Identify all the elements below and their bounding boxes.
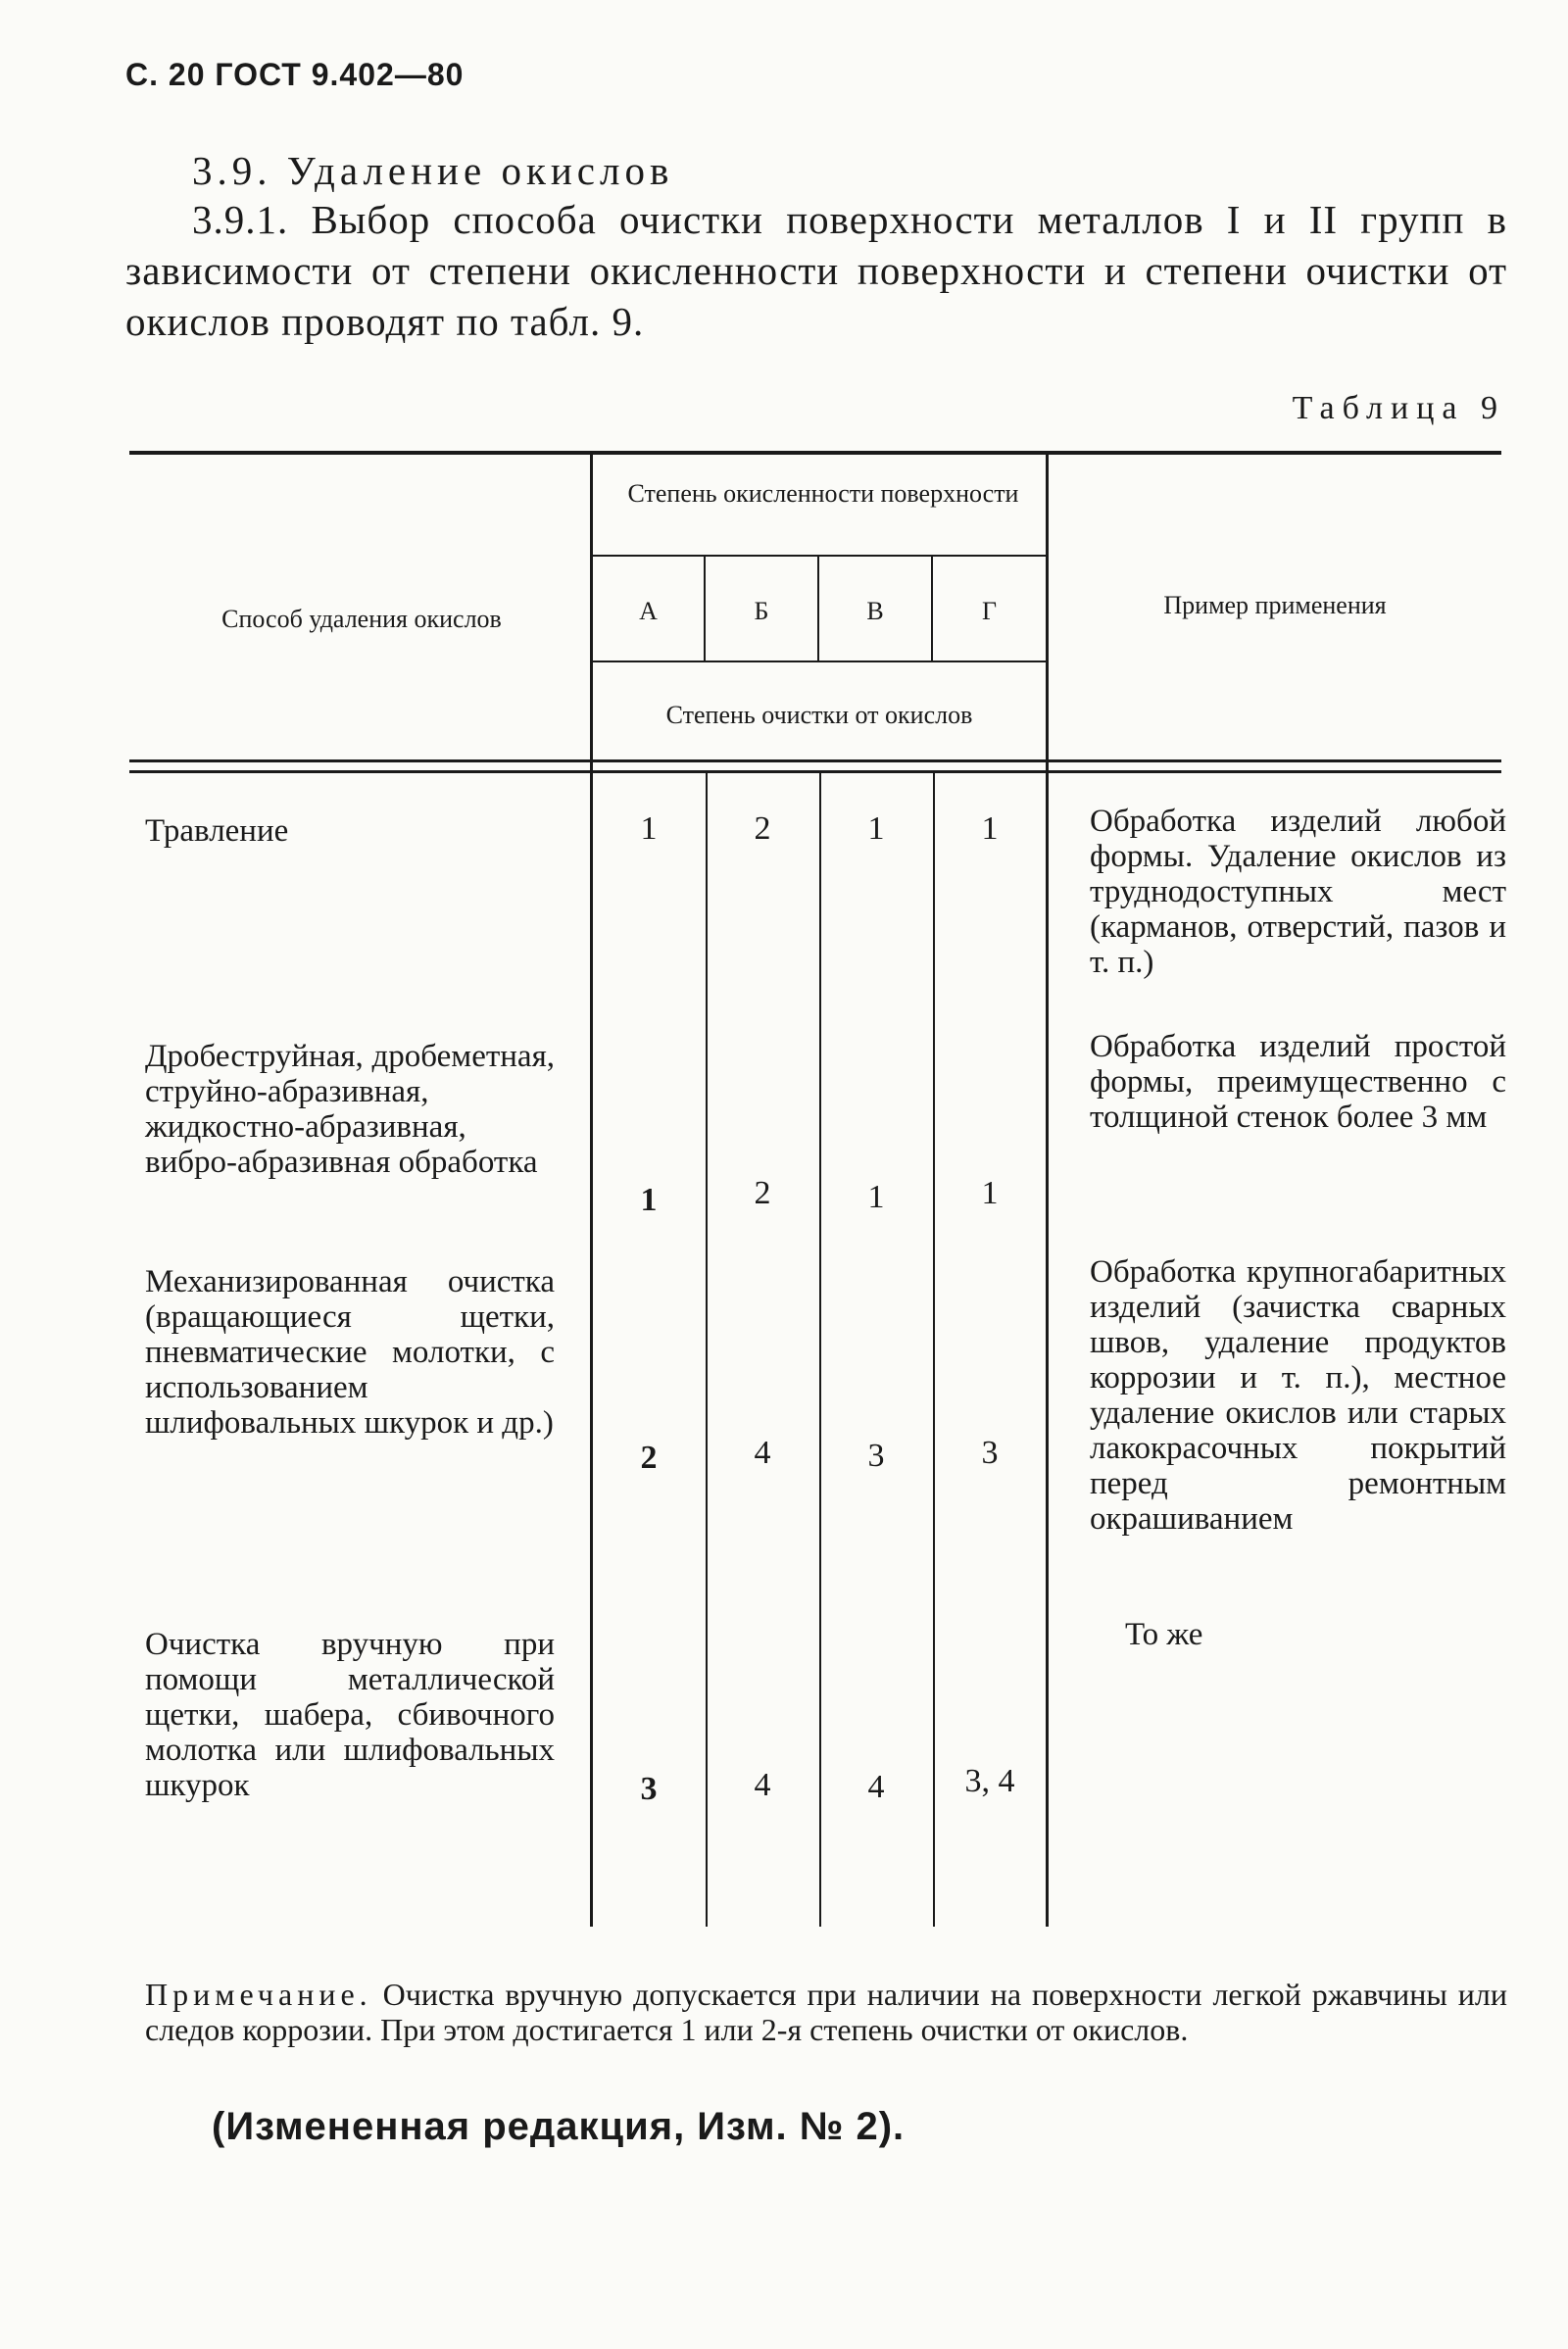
header-bottom-rule-2 <box>129 770 1501 773</box>
grade-divider-bv-body <box>819 773 821 1927</box>
row-1-grade-b: 2 <box>754 810 771 847</box>
row-3-grade-v: 3 <box>867 1438 885 1474</box>
table-top-rule <box>129 451 1501 455</box>
section-paragraph: 3.9.1. Выбор способа очистки поверхности металлов I и II групп в зависимости от степени окисленности поверхности и степени очистки от окислов проводят по табл. 9. <box>125 197 1507 344</box>
grade-b: Б <box>754 597 769 625</box>
row-3-grade-a: 2 <box>640 1440 658 1476</box>
row-4-grade-a: 3 <box>640 1771 658 1807</box>
grade-a: А <box>639 597 658 625</box>
row-2-example: Обработка изделий простой формы, преимущественно с толщиной стенок более 3 мм <box>1090 1029 1506 1135</box>
row-2-method: Дробеструйная, дробеметная, струйно-абразивная, жидкостно-абразивная, вибро-абразивная обработка <box>145 1039 555 1180</box>
row-4-grade-b: 4 <box>754 1767 771 1803</box>
col-method-header: Способ удаления окислов <box>221 605 502 633</box>
row-1-grade-g: 1 <box>981 810 999 847</box>
row-1-grade-a: 1 <box>640 810 658 847</box>
row-4-grade-g: 3, 4 <box>964 1763 1015 1799</box>
col-divider-2 <box>1046 455 1049 1927</box>
cleaning-subheader-rule <box>593 661 1046 662</box>
row-4-example: То же <box>1125 1617 1203 1652</box>
row-2-grade-v: 1 <box>867 1179 885 1215</box>
note-text: Очистка вручную допускается при наличии на поверхности легкой ржавчины или следов коррозии. При этом достигается 1 или 2-я степень очистки от окислов. <box>145 1977 1508 2047</box>
grade-v: В <box>866 597 884 625</box>
table-note <box>145 1977 1507 2047</box>
col-oxidation-header: Степень окисленности поверхности <box>627 479 1019 508</box>
col-example-header: Пример применения <box>1163 591 1387 619</box>
col-cleaning-header: Степень очистки от окислов <box>665 701 973 729</box>
row-2-grade-b: 2 <box>754 1175 771 1211</box>
section-title: 3.9. Удаление окислов <box>192 148 674 193</box>
col-divider-1 <box>590 455 593 1927</box>
grade-g: Г <box>981 597 998 625</box>
oxidation-subheader-rule <box>593 555 1046 557</box>
row-3-example: Обработка крупногабаритных изделий (зачистка сварных швов, удаление продуктов коррозии и т. п.), местное удаление окислов или старых лакокрасочных покрытий перед ремонтным окрашиванием <box>1090 1254 1506 1537</box>
row-1-grade-v: 1 <box>867 810 885 847</box>
table-caption: Таблица 9 <box>1292 390 1505 426</box>
page-header: С. 20 ГОСТ 9.402—80 <box>125 57 465 92</box>
row-1-method: Травление <box>145 813 289 849</box>
row-2-grade-a: 1 <box>640 1182 658 1218</box>
note-label: Примечание. <box>145 1977 372 2012</box>
row-2-grade-g: 1 <box>981 1175 999 1211</box>
row-3-method: Механизированная очистка (вращающиеся щетки, пневматические молотки, с использованием шлифовальных шкурок и др.) <box>145 1264 555 1441</box>
header-bottom-rule <box>129 759 1501 762</box>
row-3-grade-b: 4 <box>754 1435 771 1471</box>
grade-divider-vg-body <box>933 773 935 1927</box>
grade-divider-ab-body <box>706 773 708 1927</box>
amendment-line: (Измененная редакция, Изм. № 2). <box>212 2105 906 2148</box>
row-1-example: Обработка изделий любой формы. Удаление окислов из труднодоступных мест (карманов, отверстий, пазов и т. п.) <box>1090 804 1506 980</box>
row-3-grade-g: 3 <box>981 1435 999 1471</box>
row-4-method: Очистка вручную при помощи металлической щетки, шабера, сбивочного молотка или шлифовальных шкурок <box>145 1627 555 1803</box>
row-4-grade-v: 4 <box>867 1769 885 1805</box>
